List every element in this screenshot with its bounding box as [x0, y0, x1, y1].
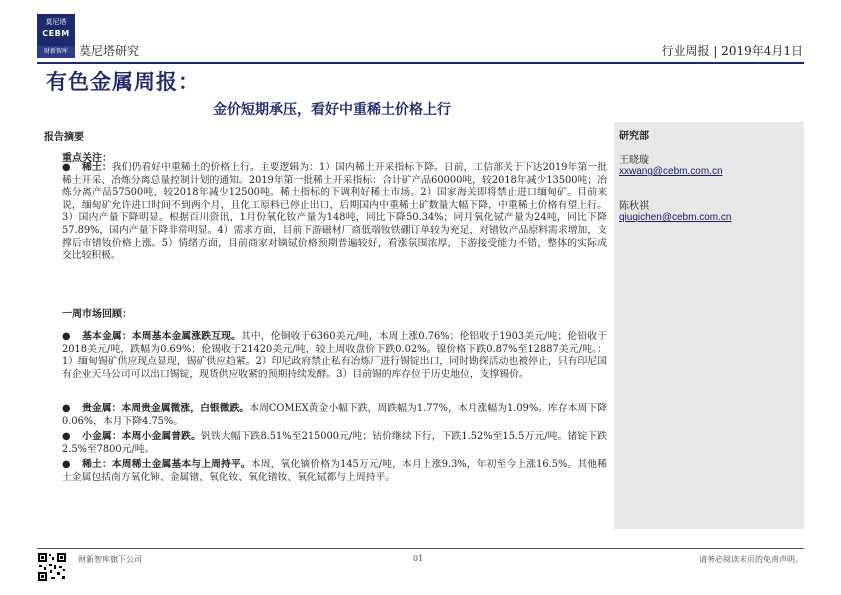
- review-item-label: 小金属：本周小金属普跌。: [82, 431, 201, 442]
- bullet-icon: ●: [62, 459, 71, 470]
- review-item: [62, 431, 607, 456]
- review-item: [62, 331, 607, 381]
- logo-english-text: CEBM: [42, 29, 70, 38]
- summary-label: 报告摘要: [44, 132, 84, 143]
- bullet-icon: ●: [62, 403, 71, 414]
- review-item-text: 其中，伦铜收于6360美元/吨，本周上涨0.76%；伦铝收于1903美元/吨；伦铅收于2018美元/吨，跌幅为0.69%；伦锡收于21420美元/吨，较上周收盘价下跌0.02%。镍价格下跌0.87%至12887美元/吨。：1）缅甸锡矿供应现点显现，锡矿供应趋紧。2）印尼政府禁止私有冶炼厂进行锡锭出口，同时勘探活动也被停止，只有印尼国有企业天马公司可以出口锡锭，现货供应收紧的预期持续发酵。3）目前锡的库存位于历史地位，支撑锡价。: [62, 331, 607, 380]
- footer-disclaimer: 请务必阅读末页的免责声明。: [699, 555, 803, 564]
- focus-item-text: 我们仍看好中重稀土的价格上行。主要逻辑为：1）国内稀土开采指标下降。日前，工信部关于下达2019年第一批稀土开采、冶炼分离总量控制计划的通知。2019年第一批稀土开采指标：合计矿产品60000吨，较2018年减少13500吨；冶炼分离产品57500吨，较2018年减少12500吨。稀土指标的下调利好稀土市场。2）国家海关即将禁止进口缅甸矿。目前来说，缅甸矿允许进口时间不到两个月，且化工原料已停止出口，后期国内中重稀土矿数量大幅下降，中重稀土价格有望上行。3）国内产量下降明显。根据百川资讯，1月份氧化钕产量为148吨，同比下降50.34%；同月氧化铽产量为24吨，同比下降57.89%，国内产量下降非常明显。4）需求方面，目前下游磁材厂商低端钕铁硼订单较为充足，对镨钕产品原料需求增加，支撑后市镨钕价格上涨。5）情绪方面，目前商家对镝铽价格预期普遍较好，看涨氛围浓厚，下游接受能力不错，整体的实际成交比较积极。: [62, 162, 607, 262]
- review-item-text: 钒铁大幅下跌8.51%至215000元/吨；钴价继续下行，下跌1.52%至15.5万元/吨。锗锭下跌2.5%至7800元/吨。: [62, 431, 608, 455]
- focus-paragraph: [62, 162, 607, 263]
- review-item: [62, 403, 607, 428]
- focus-item-label: 稀土：: [82, 162, 112, 173]
- qr-code-icon: [37, 552, 67, 582]
- bullet-icon: ●: [62, 331, 71, 342]
- analyst-email-link[interactable]: qiuqichen@cebm.com.cn: [619, 212, 732, 223]
- sidebar-title: 研究部: [619, 131, 649, 142]
- report-date: | 2019年4月1日: [713, 44, 803, 58]
- review-item-label: 稀土：本周稀土金属基本与上周持平。: [82, 459, 251, 470]
- focus-heading: 重点关注：: [62, 153, 112, 164]
- page-title: 有色金属周报：: [46, 69, 200, 94]
- review-item-text: 本周，氧化镝价格为145万元/吨，本月上涨9.3%，年初至今上涨16.5%。其他稀土金属包括南方氧化铈、金属镨、氧化钕、氧化镨钕、氧化铽都与上周持平。: [62, 459, 607, 483]
- analyst-name: 陈秋祺: [619, 201, 649, 212]
- review-item: [62, 459, 607, 484]
- analyst-name: 王晓璇: [619, 155, 649, 166]
- report-meta: [661, 42, 803, 59]
- review-item-label: 基本金属：本周基本金属涨跌互现。: [82, 331, 241, 342]
- header-divider: [37, 62, 804, 64]
- analyst-email-link[interactable]: xxwang@cebm.com.cn: [619, 166, 723, 177]
- analyst-sidebar: [614, 122, 804, 529]
- review-item-label: 贵金属：本周贵金属微涨，白银微跌。: [82, 403, 250, 414]
- footer-divider: [37, 548, 804, 549]
- brand-name: 莫尼塔研究: [79, 44, 140, 58]
- logo-chinese-text: 莫尼塔: [45, 18, 67, 26]
- review-item-text: 本周COMEX黄金小幅下跌，周跌幅为1.77%，本月涨幅为1.09%。库存本周下降0.06%，本月下降4.75%。: [62, 403, 607, 427]
- bullet-icon: ●: [62, 162, 71, 173]
- page-number: 01: [413, 554, 424, 563]
- bullet-icon: ●: [62, 431, 71, 442]
- logo-subtitle: 财新智库: [37, 46, 75, 58]
- footer-company: 财新智库旗下公司: [78, 555, 142, 564]
- report-type: 行业周报: [661, 44, 710, 58]
- page-subtitle: 金价短期承压，看好中重稀土价格上行: [213, 102, 451, 118]
- market-review-heading: 一周市场回顾：: [62, 309, 132, 320]
